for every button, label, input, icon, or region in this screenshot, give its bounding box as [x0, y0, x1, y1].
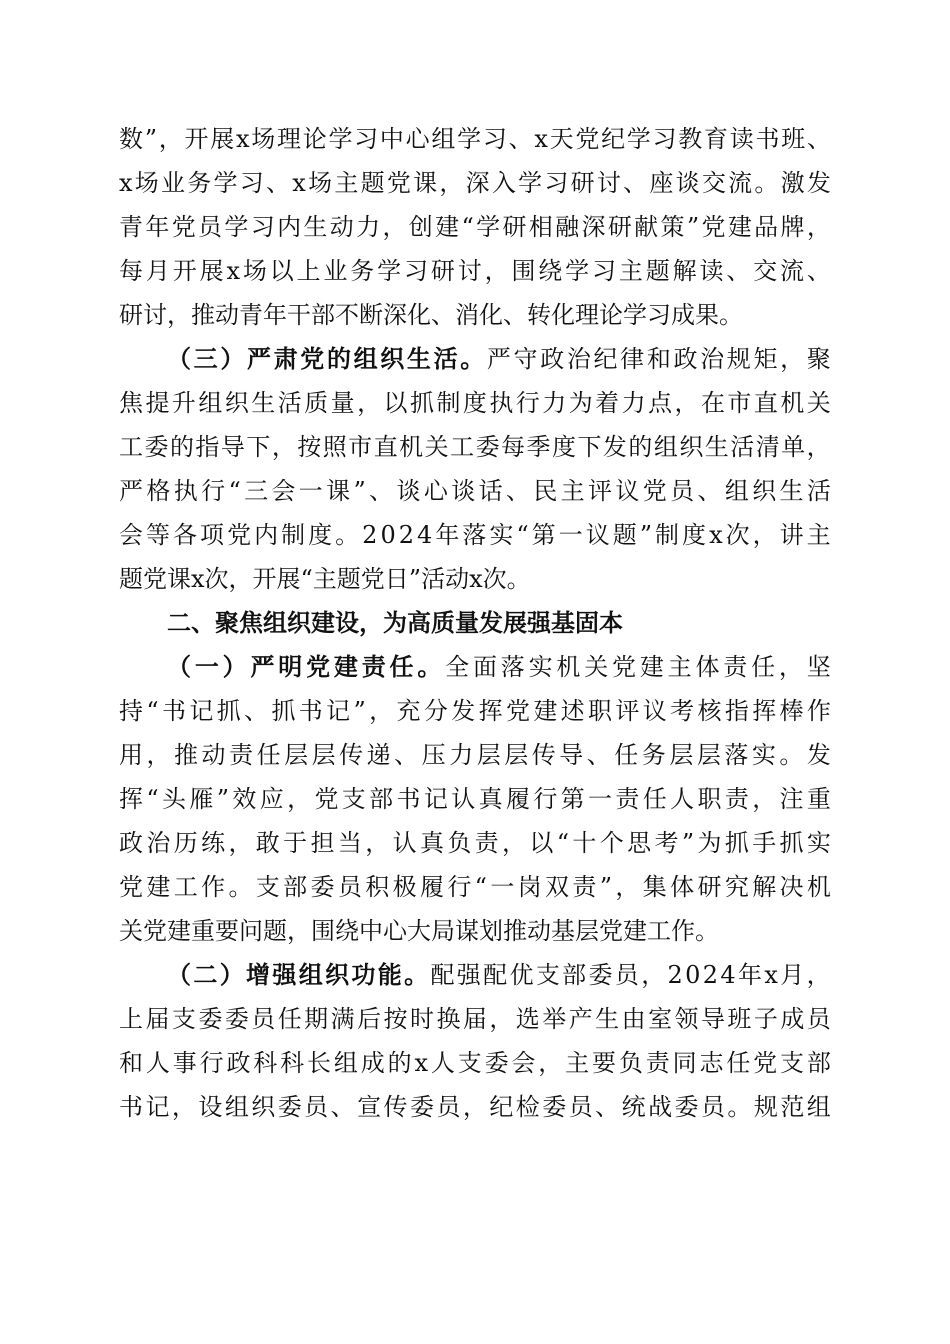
paragraph-line — [119, 909, 831, 953]
paragraph-line: x 场 业 务 学 习 、 x 场 主 题 党 课 ， 深 入 学 习 研 讨 、 座 谈 交 流 。 激 发 — [119, 169, 831, 197]
paragraph-line — [119, 557, 831, 601]
paragraph-line: （ 一 ） 严 明 党 建 责 任 。 全 面 落 实 机 关 党 建 主 体 责 任 ， 坚 — [167, 653, 831, 681]
paragraph-line: 和 人 事 行 政 科 科 长 组 成 的 x 人 支 委 会 ， 主 要 负 责 同 志 任 党 支 部 — [119, 1049, 831, 1077]
paragraph-line — [119, 293, 831, 337]
paragraph-line: 工 委 的 指 导 下 ， 按 照 市 直 机 关 工 委 每 季 度 下 发 的 组 织 生 活 清 单 ， — [119, 433, 831, 461]
paragraph-line: （ 二 ） 增 强 组 织 功 能 。 配 强 配 优 支 部 委 员 ， 2 0 2 4 年 x 月 ， — [167, 961, 831, 989]
paragraph-line: 焦 提 升 组 织 生 活 质 量 ， 以 抓 制 度 执 行 力 为 着 力 点 ， 在 市 直 机 关 — [119, 389, 831, 417]
paragraph-line: 持 “ 书 记 抓 、 抓 书 记 ” ， 充 分 发 挥 党 建 述 职 评 议 考 核 指 挥 棒 作 — [119, 697, 831, 725]
line-text: 题党课x次，开展“主题党日”活动x次。 — [119, 565, 531, 593]
paragraph-line: 严 格 执 行 “ 三 会 一 课 ” 、 谈 心 谈 话 、 民 主 评 议 党 员 、 组 织 生 活 — [119, 477, 831, 505]
heading-text: 二、聚焦组织建设，为高质量发展强基固本 — [167, 609, 623, 637]
paragraph-line: 数 ” ， 开 展 x 场 理 论 学 习 中 心 组 学 习 、 x 天 党 纪 学 习 教 育 读 书 班 、 — [119, 125, 831, 153]
paragraph-line: 用 ， 推 动 责 任 层 层 传 递 、 压 力 层 层 传 导 、 任 务 层 层 落 实 。 发 — [119, 741, 831, 769]
paragraph-line: 上 届 支 委 委 员 任 期 满 后 按 时 换 届 ， 选 举 产 生 由 室 领 导 班 子 成 员 — [119, 1005, 831, 1033]
paragraph-line: 挥 “ 头 雁 ” 效 应 ， 党 支 部 书 记 认 真 履 行 第 一 责 任 人 职 责 ， 注 重 — [119, 785, 831, 813]
paragraph-line: 书 记 ， 设 组 织 委 员 、 宣 传 委 员 ， 纪 检 委 员 、 统 战 委 员 。 规 范 组 — [119, 1093, 831, 1121]
paragraph-line: 党 建 工 作 。 支 部 委 员 积 极 履 行 “ 一 岗 双 责 ” ， 集 体 研 究 解 决 机 — [119, 873, 831, 901]
line-text: 研讨，推动青年干部不断深化、消化、转化理论学习成果。 — [119, 301, 743, 329]
paragraph-line: （ 三 ） 严 肃 党 的 组 织 生 活 。 严 守 政 治 纪 律 和 政 治 规 矩 ， 聚 — [167, 345, 831, 373]
line-text: 关党建重要问题，围绕中心大局谋划推动基层党建工作。 — [119, 917, 719, 945]
paragraph-line: 青 年 党 员 学 习 内 生 动 力 ， 创 建 “ 学 研 相 融 深 研 献 策 ” 党 建 品 牌 ， — [119, 213, 831, 241]
paragraph-line: 会 等 各 项 党 内 制 度 。 2 0 2 4 年 落 实 “ 第 一 议 题 ” 制 度 x 次 ， 讲 主 — [119, 521, 831, 549]
paragraph-line: 每 月 开 展 x 场 以 上 业 务 学 习 研 讨 ， 围 绕 学 习 主 题 解 读 、 交 流 、 — [119, 257, 831, 285]
paragraph-line: 政 治 历 练 ， 敢 于 担 当 ， 认 真 负 责 ， 以 “ 十 个 思 考 ” 为 抓 手 抓 实 — [119, 829, 831, 857]
section-heading — [167, 601, 831, 645]
